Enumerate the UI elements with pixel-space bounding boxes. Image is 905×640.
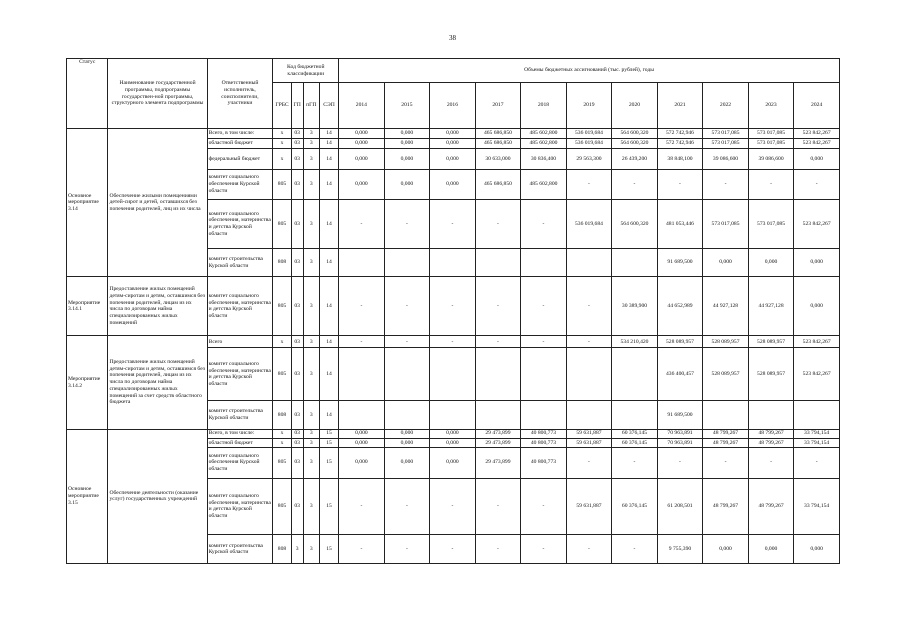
code-cell: 03 bbox=[291, 448, 303, 478]
section-status: Мероприятие 3.14.2 bbox=[67, 336, 108, 429]
code-cell: 805 bbox=[273, 448, 291, 478]
header-code-gp: ГП bbox=[291, 83, 303, 129]
code-cell: 15 bbox=[319, 448, 338, 478]
responsible-cell: комитет социального обеспечения, материнства и детства Курской области bbox=[207, 200, 273, 249]
value-cell: 0,000 bbox=[384, 169, 430, 199]
value-cell: 59 631,887 bbox=[566, 429, 612, 438]
code-cell: 3 bbox=[303, 429, 319, 438]
value-cell: - bbox=[703, 169, 749, 199]
code-cell: 14 bbox=[319, 169, 338, 199]
code-cell: 03 bbox=[291, 139, 303, 149]
value-cell: 465 686,850 bbox=[475, 129, 521, 139]
value-cell bbox=[566, 348, 612, 401]
value-cell: - bbox=[475, 336, 521, 348]
value-cell: 523 842,267 bbox=[794, 139, 840, 149]
header-code-group: Код бюджетной классификации bbox=[273, 59, 339, 83]
value-cell: 40 800,773 bbox=[521, 438, 567, 447]
value-cell bbox=[612, 248, 658, 276]
code-cell: 3 bbox=[303, 149, 319, 169]
header-year: 2021 bbox=[657, 83, 703, 129]
value-cell: - bbox=[566, 535, 612, 564]
value-cell: 0,000 bbox=[430, 448, 476, 478]
responsible-cell: комитет социального обеспечения, материнства и детства Курской области bbox=[207, 478, 273, 535]
code-cell: 14 bbox=[319, 336, 338, 348]
header-year: 2018 bbox=[521, 83, 567, 129]
header-year: 2024 bbox=[794, 83, 840, 129]
code-cell: 14 bbox=[319, 277, 338, 336]
code-cell: 14 bbox=[319, 149, 338, 169]
value-cell: 0,000 bbox=[339, 448, 385, 478]
value-cell: 44 927,128 bbox=[748, 277, 794, 336]
value-cell: - bbox=[475, 277, 521, 336]
value-cell bbox=[339, 248, 385, 276]
code-cell: 3 bbox=[303, 336, 319, 348]
header-year: 2016 bbox=[430, 83, 476, 129]
value-cell: 29 473,899 bbox=[475, 429, 521, 438]
value-cell: 39 086,600 bbox=[748, 149, 794, 169]
code-cell: 3 bbox=[303, 248, 319, 276]
value-cell: - bbox=[521, 200, 567, 249]
header-year: 2014 bbox=[339, 83, 385, 129]
table-body bbox=[67, 129, 840, 564]
value-cell: 40 800,773 bbox=[521, 429, 567, 438]
value-cell: 573 017,085 bbox=[703, 200, 749, 249]
value-cell bbox=[703, 401, 749, 429]
value-cell bbox=[384, 401, 430, 429]
value-cell: 0,000 bbox=[430, 129, 476, 139]
code-cell: 15 bbox=[319, 535, 338, 564]
section-status: Основное мероприятие 3.14 bbox=[67, 129, 108, 277]
value-cell bbox=[612, 401, 658, 429]
value-cell: 0,000 bbox=[339, 149, 385, 169]
value-cell bbox=[794, 401, 840, 429]
value-cell: - bbox=[475, 200, 521, 249]
header-year: 2020 bbox=[612, 83, 658, 129]
value-cell: - bbox=[521, 478, 567, 535]
value-cell: 0,000 bbox=[384, 149, 430, 169]
code-cell: 3 bbox=[303, 200, 319, 249]
responsible-cell: комитет строительства Курской области bbox=[207, 248, 273, 276]
value-cell: 48 799,267 bbox=[703, 438, 749, 447]
value-cell: 40 800,773 bbox=[521, 448, 567, 478]
value-cell: 33 794,154 bbox=[794, 429, 840, 438]
value-cell: - bbox=[339, 478, 385, 535]
header-code-sep: СЭП bbox=[319, 83, 338, 129]
value-cell bbox=[430, 401, 476, 429]
value-cell: 528 089,957 bbox=[703, 336, 749, 348]
code-cell: 03 bbox=[291, 149, 303, 169]
value-cell: 573 017,085 bbox=[748, 200, 794, 249]
header-year: 2022 bbox=[703, 83, 749, 129]
responsible-cell: областной бюджет bbox=[207, 139, 273, 149]
value-cell: - bbox=[794, 448, 840, 478]
value-cell: 436 400,457 bbox=[657, 348, 703, 401]
value-cell: - bbox=[430, 478, 476, 535]
code-cell: 03 bbox=[291, 200, 303, 249]
header-responsible: Ответственный исполнитель, соисполнители, участники bbox=[207, 59, 273, 129]
section-name: Предоставление жилых помещений детям-сиротам и детям, оставшимся без попечения родителей, лицам из их числа по договорам найма специализированных жилых помещений bbox=[108, 277, 207, 336]
value-cell: - bbox=[748, 169, 794, 199]
responsible-cell: комитет строительства Курской области bbox=[207, 401, 273, 429]
value-cell: - bbox=[612, 169, 658, 199]
code-cell: 805 bbox=[273, 200, 291, 249]
value-cell: - bbox=[612, 448, 658, 478]
table-row bbox=[67, 277, 840, 336]
value-cell: - bbox=[430, 277, 476, 336]
header-volume-group: Объемы бюджетных ассигнований (тыс. рублей), годы bbox=[339, 59, 840, 83]
value-cell: 9 755,390 bbox=[657, 535, 703, 564]
value-cell bbox=[475, 348, 521, 401]
code-cell: 14 bbox=[319, 401, 338, 429]
responsible-cell: комитет социального обеспечения, материнства и детства Курской области bbox=[207, 277, 273, 336]
value-cell: 0,000 bbox=[748, 535, 794, 564]
value-cell: 465 686,850 bbox=[475, 169, 521, 199]
value-cell: 48 799,267 bbox=[748, 429, 794, 438]
value-cell: - bbox=[339, 535, 385, 564]
value-cell: - bbox=[384, 277, 430, 336]
code-cell: 3 bbox=[303, 169, 319, 199]
value-cell bbox=[521, 348, 567, 401]
value-cell: - bbox=[794, 169, 840, 199]
code-cell: 03 bbox=[291, 438, 303, 447]
value-cell: 573 017,085 bbox=[748, 139, 794, 149]
code-cell: 3 bbox=[303, 448, 319, 478]
value-cell: - bbox=[703, 448, 749, 478]
value-cell: 60 376,145 bbox=[612, 438, 658, 447]
code-cell: 3 bbox=[303, 535, 319, 564]
table-header bbox=[67, 59, 840, 129]
code-cell: 15 bbox=[319, 438, 338, 447]
value-cell: 0,000 bbox=[703, 248, 749, 276]
value-cell bbox=[384, 348, 430, 401]
value-cell bbox=[339, 401, 385, 429]
code-cell: 14 bbox=[319, 200, 338, 249]
code-cell: 808 bbox=[273, 401, 291, 429]
header-name: Наименование государственной программы, подпрограммы государствен-ной программы, структурного элемента подпрограммы bbox=[108, 59, 207, 129]
value-cell: 60 376,145 bbox=[612, 429, 658, 438]
value-cell: - bbox=[521, 535, 567, 564]
value-cell: 30 389,900 bbox=[612, 277, 658, 336]
code-cell: x bbox=[273, 336, 291, 348]
value-cell: - bbox=[430, 200, 476, 249]
value-cell: - bbox=[566, 336, 612, 348]
code-cell: 14 bbox=[319, 348, 338, 401]
value-cell: 29 563,300 bbox=[566, 149, 612, 169]
value-cell: 33 794,154 bbox=[794, 478, 840, 535]
value-cell: 0,000 bbox=[430, 429, 476, 438]
value-cell: - bbox=[430, 535, 476, 564]
value-cell: 0,000 bbox=[430, 139, 476, 149]
code-cell: 03 bbox=[291, 129, 303, 139]
value-cell: 70 963,891 bbox=[657, 438, 703, 447]
code-cell: 3 bbox=[291, 535, 303, 564]
header-year: 2017 bbox=[475, 83, 521, 129]
code-cell: 03 bbox=[291, 401, 303, 429]
value-cell: 0,000 bbox=[384, 438, 430, 447]
section-name: Обеспечение деятельности (оказание услуг) государственных учреждений bbox=[108, 429, 207, 563]
responsible-cell: Всего, в том числе: bbox=[207, 129, 273, 139]
value-cell: 573 017,085 bbox=[703, 139, 749, 149]
value-cell bbox=[430, 348, 476, 401]
code-cell: x bbox=[273, 139, 291, 149]
value-cell: 48 799,267 bbox=[703, 429, 749, 438]
value-cell: 48 799,267 bbox=[703, 478, 749, 535]
value-cell: 528 089,957 bbox=[657, 336, 703, 348]
value-cell: 534 210,420 bbox=[612, 336, 658, 348]
value-cell: 536 019,684 bbox=[566, 200, 612, 249]
value-cell: - bbox=[339, 200, 385, 249]
code-cell: 14 bbox=[319, 139, 338, 149]
value-cell: - bbox=[475, 478, 521, 535]
value-cell: 33 794,154 bbox=[794, 438, 840, 447]
section-status: Мероприятие 3.14.1 bbox=[67, 277, 108, 336]
value-cell: 48 799,267 bbox=[748, 438, 794, 447]
value-cell: 572 742,946 bbox=[657, 139, 703, 149]
code-cell: 15 bbox=[319, 478, 338, 535]
value-cell: 465 686,850 bbox=[475, 139, 521, 149]
value-cell: 485 602,800 bbox=[521, 169, 567, 199]
header-code-pgp: пГП bbox=[303, 83, 319, 129]
code-cell: 805 bbox=[273, 169, 291, 199]
value-cell: 0,000 bbox=[748, 248, 794, 276]
value-cell: 528 089,957 bbox=[748, 336, 794, 348]
value-cell: 48 799,267 bbox=[748, 478, 794, 535]
value-cell: 30 633,000 bbox=[475, 149, 521, 169]
code-cell: 3 bbox=[303, 139, 319, 149]
value-cell: 29 473,899 bbox=[475, 438, 521, 447]
value-cell: - bbox=[384, 200, 430, 249]
value-cell: - bbox=[521, 277, 567, 336]
code-cell: 808 bbox=[273, 535, 291, 564]
responsible-cell: Всего bbox=[207, 336, 273, 348]
value-cell: 523 842,267 bbox=[794, 336, 840, 348]
value-cell bbox=[475, 248, 521, 276]
value-cell: 0,000 bbox=[384, 129, 430, 139]
code-cell: 3 bbox=[303, 478, 319, 535]
code-cell: 03 bbox=[291, 348, 303, 401]
value-cell: 536 019,684 bbox=[566, 139, 612, 149]
code-cell: 14 bbox=[319, 248, 338, 276]
value-cell: 573 017,085 bbox=[703, 129, 749, 139]
value-cell: 0,000 bbox=[430, 149, 476, 169]
header-year: 2015 bbox=[384, 83, 430, 129]
section-name: Обеспечение жилыми помещениями детей-сирот и детей, оставшихся без попечения родителей, лиц из их числа bbox=[108, 129, 207, 277]
value-cell: 0,000 bbox=[339, 129, 385, 139]
header-status: Статус bbox=[67, 59, 108, 129]
value-cell bbox=[339, 348, 385, 401]
code-cell: x bbox=[273, 438, 291, 447]
value-cell: - bbox=[475, 535, 521, 564]
value-cell: 0,000 bbox=[339, 438, 385, 447]
code-cell: x bbox=[273, 129, 291, 139]
code-cell: 3 bbox=[303, 129, 319, 139]
value-cell: 44 927,128 bbox=[703, 277, 749, 336]
header-year: 2023 bbox=[748, 83, 794, 129]
value-cell: 0,000 bbox=[384, 139, 430, 149]
value-cell: - bbox=[566, 448, 612, 478]
value-cell: 573 017,085 bbox=[748, 129, 794, 139]
value-cell: 59 631,887 bbox=[566, 438, 612, 447]
value-cell: - bbox=[521, 336, 567, 348]
value-cell bbox=[475, 401, 521, 429]
value-cell: 0,000 bbox=[384, 429, 430, 438]
code-cell: 805 bbox=[273, 478, 291, 535]
value-cell: - bbox=[657, 169, 703, 199]
value-cell: 572 742,946 bbox=[657, 129, 703, 139]
table-row bbox=[67, 429, 840, 438]
value-cell: 29 473,899 bbox=[475, 448, 521, 478]
value-cell: 0,000 bbox=[794, 277, 840, 336]
code-cell: 03 bbox=[291, 277, 303, 336]
code-cell: 808 bbox=[273, 248, 291, 276]
value-cell: - bbox=[384, 478, 430, 535]
value-cell: 564 600,320 bbox=[612, 139, 658, 149]
code-cell: 3 bbox=[303, 438, 319, 447]
value-cell: 0,000 bbox=[339, 139, 385, 149]
code-cell: 03 bbox=[291, 478, 303, 535]
responsible-cell: комитет социального обеспечения, материнства и детства Курской области bbox=[207, 348, 273, 401]
code-cell: 14 bbox=[319, 129, 338, 139]
responsible-cell: комитет социального обеспечения Курской области bbox=[207, 448, 273, 478]
value-cell: 39 086,600 bbox=[703, 149, 749, 169]
responsible-cell: комитет строительства Курской области bbox=[207, 535, 273, 564]
value-cell: 0,000 bbox=[794, 149, 840, 169]
code-cell: 03 bbox=[291, 336, 303, 348]
code-cell: x bbox=[273, 429, 291, 438]
value-cell bbox=[748, 401, 794, 429]
value-cell: 91 689,500 bbox=[657, 248, 703, 276]
value-cell: 0,000 bbox=[339, 169, 385, 199]
responsible-cell: областной бюджет bbox=[207, 438, 273, 447]
header-year: 2019 bbox=[566, 83, 612, 129]
value-cell: - bbox=[384, 535, 430, 564]
section-name: Предоставление жилых помещений детям-сиротам и детям, оставшимся без попечения родителей, лицам из их числа по договорам найма специализированных жилых помещений за счет средств областного бюджета bbox=[108, 336, 207, 429]
value-cell bbox=[612, 348, 658, 401]
value-cell bbox=[566, 248, 612, 276]
responsible-cell: Всего, в том числе: bbox=[207, 429, 273, 438]
value-cell: 485 602,800 bbox=[521, 129, 567, 139]
value-cell: 528 089,957 bbox=[748, 348, 794, 401]
code-cell: 03 bbox=[291, 169, 303, 199]
table-row bbox=[67, 129, 840, 139]
code-cell: x bbox=[273, 149, 291, 169]
value-cell: 26 439,200 bbox=[612, 149, 658, 169]
value-cell: 536 019,684 bbox=[566, 129, 612, 139]
value-cell bbox=[566, 401, 612, 429]
value-cell bbox=[430, 248, 476, 276]
value-cell: 38 848,100 bbox=[657, 149, 703, 169]
code-cell: 805 bbox=[273, 348, 291, 401]
responsible-cell: комитет социального обеспечения Курской области bbox=[207, 169, 273, 199]
code-cell: 03 bbox=[291, 248, 303, 276]
value-cell: 481 053,446 bbox=[657, 200, 703, 249]
value-cell: 485 602,800 bbox=[521, 139, 567, 149]
responsible-cell: федеральный бюджет bbox=[207, 149, 273, 169]
value-cell bbox=[521, 401, 567, 429]
value-cell: 0,000 bbox=[794, 535, 840, 564]
value-cell: - bbox=[748, 448, 794, 478]
value-cell: 528 089,957 bbox=[703, 348, 749, 401]
value-cell: - bbox=[339, 277, 385, 336]
value-cell: 523 842,267 bbox=[794, 129, 840, 139]
value-cell: 0,000 bbox=[430, 169, 476, 199]
value-cell: 564 600,320 bbox=[612, 129, 658, 139]
value-cell: - bbox=[384, 336, 430, 348]
value-cell bbox=[521, 248, 567, 276]
code-cell: 805 bbox=[273, 277, 291, 336]
value-cell: 30 836,400 bbox=[521, 149, 567, 169]
value-cell: 44 652,989 bbox=[657, 277, 703, 336]
value-cell: - bbox=[430, 336, 476, 348]
value-cell: 59 631,887 bbox=[566, 478, 612, 535]
code-cell: 3 bbox=[303, 401, 319, 429]
budget-table bbox=[66, 58, 840, 564]
code-cell: 3 bbox=[303, 277, 319, 336]
code-cell: 3 bbox=[303, 348, 319, 401]
value-cell bbox=[384, 248, 430, 276]
value-cell: - bbox=[657, 448, 703, 478]
value-cell: 91 689,500 bbox=[657, 401, 703, 429]
value-cell: 61 208,501 bbox=[657, 478, 703, 535]
page-number: 38 bbox=[449, 34, 456, 42]
value-cell: 70 963,891 bbox=[657, 429, 703, 438]
value-cell: 0,000 bbox=[794, 248, 840, 276]
value-cell: - bbox=[612, 535, 658, 564]
value-cell: 0,000 bbox=[430, 438, 476, 447]
code-cell: 03 bbox=[291, 429, 303, 438]
value-cell: 564 600,320 bbox=[612, 200, 658, 249]
section-status: Основное мероприятие 3.15 bbox=[67, 429, 108, 563]
value-cell: 0,000 bbox=[384, 448, 430, 478]
value-cell: - bbox=[339, 336, 385, 348]
header-code-grbs: ГРБС bbox=[273, 83, 291, 129]
value-cell: - bbox=[566, 169, 612, 199]
value-cell: 60 376,145 bbox=[612, 478, 658, 535]
code-cell: 15 bbox=[319, 429, 338, 438]
value-cell: 0,000 bbox=[339, 429, 385, 438]
value-cell: 523 842,267 bbox=[794, 200, 840, 249]
table-row bbox=[67, 336, 840, 348]
value-cell: 0,000 bbox=[703, 535, 749, 564]
value-cell: 523 842,267 bbox=[794, 348, 840, 401]
value-cell: - bbox=[566, 277, 612, 336]
